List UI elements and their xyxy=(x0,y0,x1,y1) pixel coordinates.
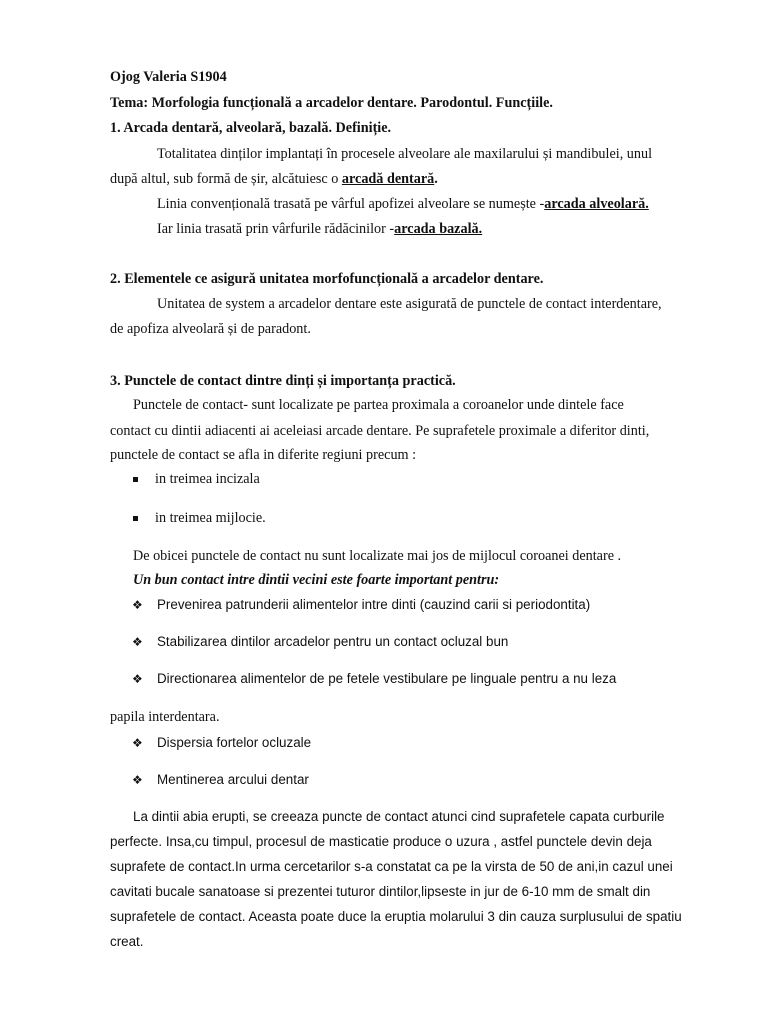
sec1-p2-text: Linia convențională trasată pe vârful apofizei alveolare se numește - xyxy=(157,196,545,212)
diamond-bullet-icon: ❖ xyxy=(132,672,143,686)
term-arcada-dentara: arcadă dentară xyxy=(341,171,435,187)
sec3-paragraph3-line: suprafete de contact.In urma cercetarilor s-a constatat ca pe la virsta de 50 de ani,in cazul unei xyxy=(110,859,673,874)
diamond-list-item: Mentinerea arcului dentar xyxy=(157,772,309,787)
square-bullet-icon xyxy=(133,477,138,482)
sec3-paragraph3-line: creat. xyxy=(110,934,144,949)
sec1-p1-end: . xyxy=(434,171,438,187)
important-heading: Un bun contact intre dintii vecini este foarte important pentru: xyxy=(133,572,500,588)
sec3-paragraph3-line: suprafetele de contact. Aceasta poate duce la eruptia molarului 3 din cauza surplusului de spatiu xyxy=(110,909,682,924)
sec3-paragraph3-line: La dintii abia erupti, se creeaza puncte de contact atunci cind suprafetele capata curburile xyxy=(133,809,665,824)
sec1-paragraph3 xyxy=(157,220,482,238)
sec3-paragraph1-line1: Punctele de contact- sunt localizate pe partea proximala a coroanelor unde dintele face xyxy=(133,397,624,413)
sec1-paragraph2 xyxy=(157,195,649,213)
sec2-paragraph-line2: de apofiza alveolară și de paradont. xyxy=(110,321,311,337)
square-list-item: in treimea incizala xyxy=(155,471,260,487)
section1-heading: 1. Arcada dentară, alveolară, bazală. Definiție. xyxy=(110,120,392,136)
square-list-item: in treimea mijlocie. xyxy=(155,510,266,526)
diamond-list-item: Dispersia fortelor ocluzale xyxy=(157,735,312,750)
sec3-paragraph3-line: perfecte. Insa,cu timpul, procesul de masticatie produce o uzura , astfel punctele devin deja xyxy=(110,834,652,849)
diamond-bullet-icon: ❖ xyxy=(132,736,143,750)
sec3-paragraph1-line2: contact cu dintii adiacenti ai aceleiasi arcade dentare. Pe suprafetele proximale a diferitor dinti, xyxy=(110,423,650,439)
sec1-paragraph1-line2 xyxy=(110,170,438,188)
diamond-list-item: Prevenirea patrunderii alimentelor intre dinti (cauzind carii si periodontita) xyxy=(157,597,591,612)
section2-heading: 2. Elementele ce asigură unitatea morfofuncțională a arcadelor dentare. xyxy=(110,271,544,287)
section3-heading: 3. Punctele de contact dintre dinți și importanța practică. xyxy=(110,373,456,389)
sec1-paragraph1-line1: Totalitatea dinților implantați în procesele alveolare ale maxilarului și mandibulei, unul xyxy=(157,146,653,162)
diamond-bullet-icon: ❖ xyxy=(132,773,143,787)
sec1-p1-text: după altul, sub formă de șir, alcătuiesc o xyxy=(110,171,342,187)
sec3-paragraph1-line3: punctele de contact se afla in diferite regiuni precum : xyxy=(110,447,417,463)
diamond-bullet-icon: ❖ xyxy=(132,635,143,649)
term-arcada-bazala: arcada bazală. xyxy=(394,221,483,237)
tema-line: Tema: Morfologia funcțională a arcadelor dentare. Parodontul. Funcțiile. xyxy=(110,95,553,111)
sec3-paragraph3-line: cavitati bucale sanatoase si prezentei tuturor dintilor,lipseste in jur de 6-10 mm de smalt din xyxy=(110,884,651,899)
diamond-item-continuation: papila interdentara. xyxy=(110,709,220,725)
sec2-paragraph-line1: Unitatea de system a arcadelor dentare este asigurată de punctele de contact interdentare, xyxy=(157,296,662,312)
sec3-paragraph2: De obicei punctele de contact nu sunt localizate mai jos de mijlocul coroanei dentare . xyxy=(133,548,622,564)
square-bullet-icon xyxy=(133,516,138,521)
diamond-list-item: Directionarea alimentelor de pe fetele vestibulare pe linguale pentru a nu leza xyxy=(157,671,617,686)
diamond-list-item: Stabilizarea dintilor arcadelor pentru un contact ocluzal bun xyxy=(157,634,509,649)
author-line: Ojog Valeria S1904 xyxy=(110,69,227,85)
diamond-bullet-icon: ❖ xyxy=(132,598,143,612)
sec1-p3-text: Iar linia trasată prin vârfurile rădăcinilor - xyxy=(157,221,395,237)
term-arcada-alveolara: arcada alveolară. xyxy=(544,196,649,212)
